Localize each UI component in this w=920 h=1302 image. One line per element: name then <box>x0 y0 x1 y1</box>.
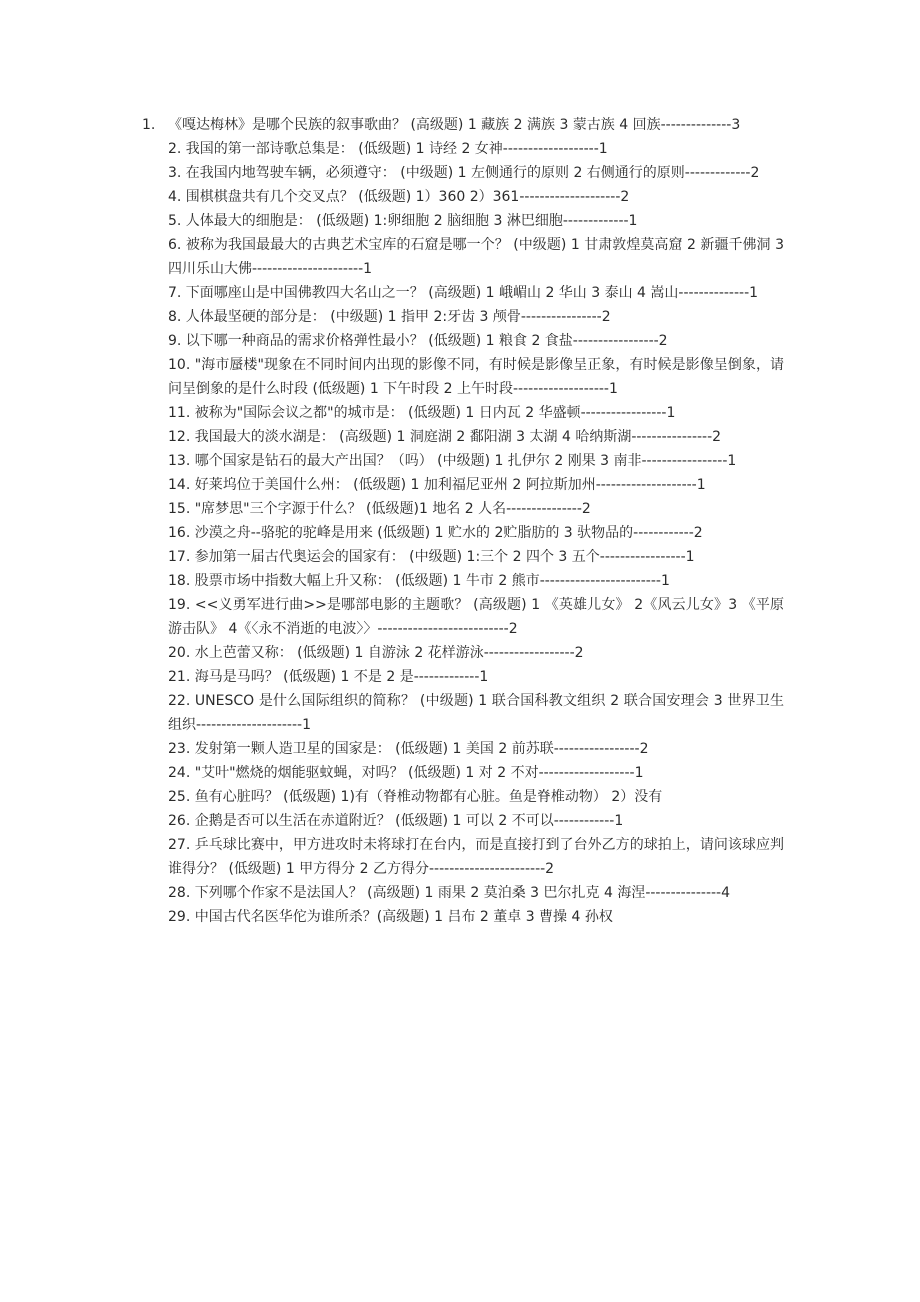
question-item: 2. 我国的第一部诗歌总集是： (低级题) 1 诗经 2 女神-------------------1 <box>168 141 608 157</box>
question-item: 8. 人体最坚硬的部分是： (中级题) 1 指甲 2:牙齿 3 颅骨----------------2 <box>168 309 611 325</box>
question-item: 5. 人体最大的细胞是： (低级题) 1:卵细胞 2 脑细胞 3 淋巴细胞-------------1 <box>168 213 638 229</box>
question-item: 20. 水上芭蕾又称： (低级题) 1 自游泳 2 花样游泳------------------2 <box>168 645 584 661</box>
question-item: 14. 好莱坞位于美国什么州： (低级题) 1 加利福尼亚州 2 阿拉斯加州--------------------1 <box>168 477 706 493</box>
question-item: 23. 发射第一颗人造卫星的国家是： (低级题) 1 美国 2 前苏联-----------------2 <box>168 741 649 757</box>
question-item: 19. <<义勇军进行曲>>是哪部电影的主题歌？ (高级题) 1 《英雄儿女》 2《风云儿女》3 《平原游击队》 4《〈永不消逝的电波〉〉--------------------------2 <box>168 597 784 637</box>
question-item: 7. 下面哪座山是中国佛教四大名山之一？ (高级题) 1 峨嵋山 2 华山 3 泰山 4 嵩山--------------1 <box>168 285 759 301</box>
question-item: 4. 围棋棋盘共有几个交叉点？ (低级题) 1）360 2）361--------------------2 <box>168 189 630 205</box>
question-item: 3. 在我国内地驾驶车辆，必须遵守： (中级题) 1 左侧通行的原则 2 右侧通行的原则-------------2 <box>168 165 760 181</box>
question-item: 17. 参加第一届古代奥运会的国家有： (中级题) 1:三个 2 四个 3 五个-----------------1 <box>168 549 695 565</box>
question-item: 12. 我国最大的淡水湖是： (高级题) 1 洞庭湖 2 鄱阳湖 3 太湖 4 哈纳斯湖----------------2 <box>168 429 722 445</box>
question-item: 28. 下列哪个作家不是法国人？ (高级题) 1 雨果 2 莫泊桑 3 巴尔扎克 4 海涅---------------4 <box>168 885 731 901</box>
question-item: 16. 沙漠之舟--骆驼的驼峰是用来 (低级题) 1 贮水的 2贮脂肪的 3 驮物品的------------2 <box>168 525 703 541</box>
first-question-number: 1. <box>142 117 156 133</box>
question-item: 21. 海马是马吗？ (低级题) 1 不是 2 是-------------1 <box>168 669 489 685</box>
question-item: 11. 被称为"国际会议之都"的城市是： (低级题) 1 日内瓦 2 华盛顿-----------------1 <box>168 405 676 421</box>
question-item: 10. "海市蜃楼"现象在不同时间内出现的影像不同，有时候是影像呈正象，有时候是影像呈倒象，请问呈倒象的是什么时段 (低级题) 1 下午时段 2 上午时段-------------------1 <box>168 357 784 397</box>
question-list <box>168 113 784 929</box>
question-item: 6. 被称为我国最最大的古典艺术宝库的石窟是哪一个？ (中级题) 1 甘肃敦煌莫高窟 2 新疆千佛洞 3 四川乐山大佛----------------------1 <box>168 237 784 277</box>
question-item: 27. 乒乓球比赛中，甲方进攻时未将球打在台内，而是直接打到了台外乙方的球拍上，请问该球应判谁得分？ (低级题) 1 甲方得分 2 乙方得分-----------------------2 <box>168 837 784 877</box>
question-item: 9. 以下哪一种商品的需求价格弹性最小？ (低级题) 1 粮食 2 食盐-----------------2 <box>168 333 668 349</box>
question-item: 15. "席梦思"三个字源于什么？ (低级题)1 地名 2 人名---------------2 <box>168 501 591 517</box>
question-item: 25. 鱼有心脏吗？ (低级题) 1)有（脊椎动物都有心脏。鱼是脊椎动物） 2）没有 <box>168 789 663 805</box>
question-item: 26. 企鹅是否可以生活在赤道附近？ (低级题) 1 可以 2 不可以------------1 <box>168 813 624 829</box>
question-item: 《嘎达梅林》是哪个民族的叙事歌曲？ (高级题) 1 藏族 2 满族 3 蒙古族 4 回族--------------3 <box>168 117 741 133</box>
question-item: 22. UNESCO 是什么国际组织的简称？ (中级题) 1 联合国科教文组织 2 联合国安理会 3 世界卫生组织---------------------1 <box>168 693 784 733</box>
question-item: 13. 哪个国家是钻石的最大产出国？（吗） (中级题) 1 扎伊尔 2 刚果 3 南非-----------------1 <box>168 453 737 469</box>
question-item: 24. "艾叶"燃烧的烟能驱蚊蝇，对吗？ (低级题) 1 对 2 不对-------------------1 <box>168 765 644 781</box>
question-item: 18. 股票市场中指数大幅上升又称： (低级题) 1 牛市 2 熊市------------------------1 <box>168 573 670 589</box>
question-item: 29. 中国古代名医华佗为谁所杀？(高级题) 1 吕布 2 董卓 3 曹操 4 孙权 <box>168 909 613 925</box>
